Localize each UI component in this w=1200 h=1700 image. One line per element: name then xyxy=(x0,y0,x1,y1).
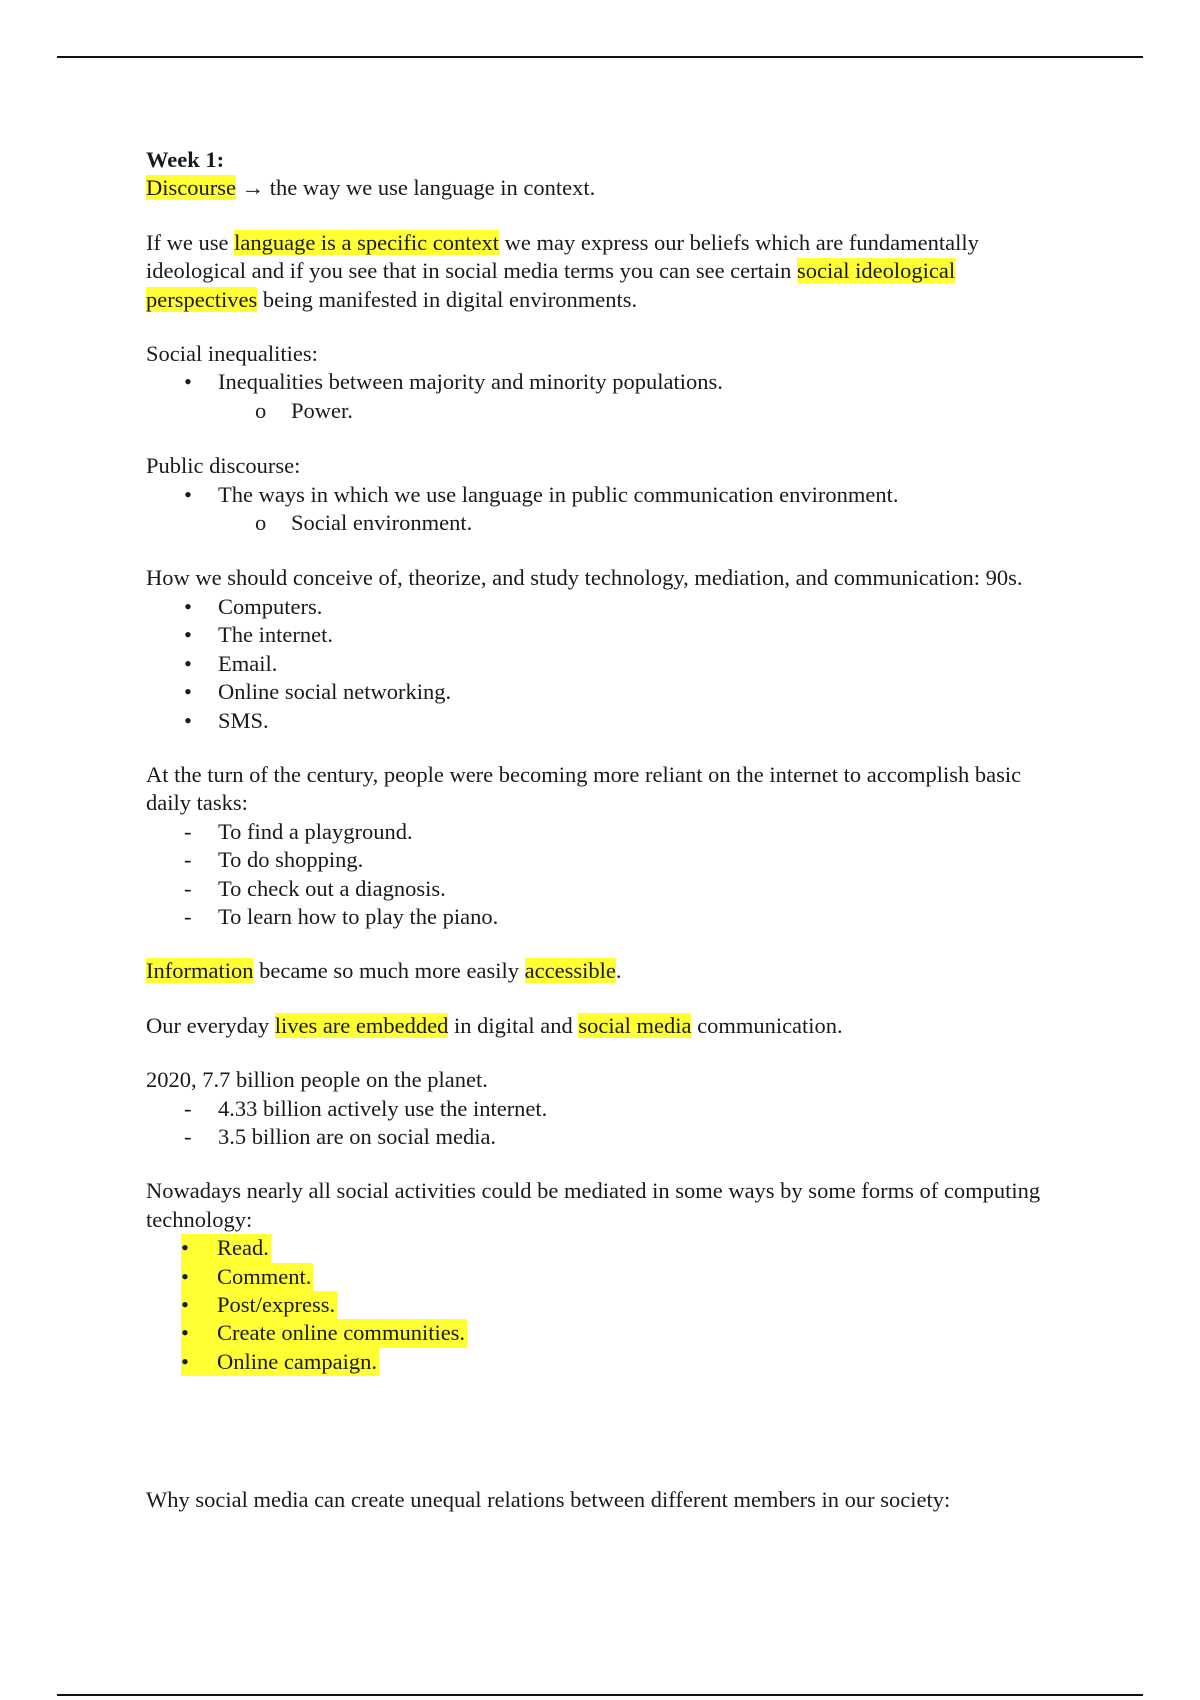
public-discourse-list xyxy=(146,481,1066,509)
text-span: being manifested in digital environments. xyxy=(257,286,638,312)
list-item xyxy=(146,1348,1066,1376)
sub-list-item-text: Social environment. xyxy=(291,510,473,536)
dash-icon: - xyxy=(184,1123,192,1149)
bullet-icon: • xyxy=(184,679,192,705)
technology-list xyxy=(146,593,1066,735)
text-span: in digital and xyxy=(448,1012,579,1038)
list-item xyxy=(146,621,1066,649)
highlighted-item xyxy=(181,1291,337,1319)
list-item-text: 3.5 billion are on social media. xyxy=(218,1123,497,1149)
bullet-icon: • xyxy=(184,593,192,619)
list-item xyxy=(146,903,1066,931)
turn-of-century-heading: At the turn of the century, people were becoming more reliant on the internet to accomplish basic daily tasks: xyxy=(146,761,1022,816)
list-item-text: Online social networking. xyxy=(218,679,452,705)
highlighted-item xyxy=(181,1348,379,1376)
social-inequalities-sublist xyxy=(146,397,1066,425)
list-item xyxy=(146,846,1066,874)
list-item xyxy=(146,1234,1066,1262)
sub-list-item xyxy=(146,509,1066,537)
list-item-text: To learn how to play the piano. xyxy=(218,903,499,929)
list-item xyxy=(146,650,1066,678)
sub-list-item-text: Power. xyxy=(291,397,353,423)
circle-bullet-icon: o xyxy=(255,397,267,423)
highlight-lives-embedded: lives are embedded xyxy=(274,1012,449,1038)
list-item xyxy=(146,818,1066,846)
highlighted-item xyxy=(181,1234,271,1262)
arrow-icon: → xyxy=(241,175,265,201)
list-item-text: Post/express. xyxy=(217,1292,336,1317)
list-item-text: Create online communities. xyxy=(217,1320,466,1346)
discourse-text: the way we use language in context. xyxy=(264,175,596,201)
highlighted-item xyxy=(181,1263,313,1291)
text-span: . xyxy=(615,958,622,984)
list-item xyxy=(146,1291,1066,1319)
highlight-language: language is a specific context xyxy=(234,229,499,255)
bullet-icon: • xyxy=(181,1320,189,1346)
public-discourse-sublist xyxy=(146,509,1066,537)
list-item-text: To find a playground. xyxy=(218,818,413,844)
highlight-perspectives: social ideological perspectives xyxy=(146,258,956,312)
list-item-text: Online campaign. xyxy=(217,1348,377,1374)
list-item xyxy=(146,593,1066,621)
language-paragraph xyxy=(146,229,1066,314)
activities-heading: Nowadays nearly all social activities could be mediated in some ways by some forms of computing technology: xyxy=(146,1178,1041,1232)
highlight-information: Information xyxy=(146,958,254,984)
discourse-definition xyxy=(146,174,1066,202)
bullet-icon: • xyxy=(184,369,192,395)
list-item xyxy=(146,1123,1066,1151)
dash-icon: - xyxy=(184,847,192,873)
bullet-icon: • xyxy=(184,481,192,507)
bullet-icon: • xyxy=(184,707,192,733)
bullet-icon: • xyxy=(181,1235,189,1261)
header-rule xyxy=(57,56,1143,58)
highlighted-item xyxy=(181,1319,467,1347)
everyday-paragraph xyxy=(146,1012,1066,1040)
list-item-text: Comment. xyxy=(217,1263,312,1289)
document-body xyxy=(146,146,1066,1515)
stats-list xyxy=(146,1095,1066,1152)
bullet-icon: • xyxy=(181,1263,189,1289)
daily-tasks-list xyxy=(146,818,1066,932)
highlight-discourse: Discourse xyxy=(146,175,236,201)
bullet-icon: • xyxy=(184,650,192,676)
highlight-social-media: social media xyxy=(578,1012,692,1038)
list-item-text: The internet. xyxy=(218,622,333,648)
social-inequalities-heading: Social inequalities: xyxy=(146,341,318,367)
week-heading: Week 1: xyxy=(146,147,225,172)
social-inequalities-list xyxy=(146,368,1066,396)
list-item-text: To check out a diagnosis. xyxy=(218,875,446,901)
bullet-icon: • xyxy=(181,1348,189,1374)
list-item-text: Read. xyxy=(217,1235,269,1261)
stats-heading: 2020, 7.7 billion people on the planet. xyxy=(146,1067,488,1093)
public-discourse-heading: Public discourse: xyxy=(146,453,301,479)
closing-question: Why social media can create unequal relations between different members in our society: xyxy=(146,1487,951,1513)
list-item-text: Computers. xyxy=(218,593,323,619)
list-item-text: The ways in which we use language in public communication environment. xyxy=(218,481,899,507)
text-span: If we use xyxy=(146,229,235,255)
list-item xyxy=(146,481,1066,509)
dash-icon: - xyxy=(184,903,192,929)
dash-icon: - xyxy=(184,1095,192,1121)
list-item-text: 4.33 billion actively use the internet. xyxy=(218,1095,548,1121)
activities-list xyxy=(146,1234,1066,1376)
bullet-icon: • xyxy=(181,1292,189,1317)
information-paragraph xyxy=(146,957,1066,985)
list-item xyxy=(146,707,1066,735)
text-span: became so much more easily xyxy=(253,958,525,984)
bullet-icon: • xyxy=(184,622,192,648)
list-item xyxy=(146,1319,1066,1347)
list-item-text: Email. xyxy=(218,650,278,676)
text-span: communication. xyxy=(691,1012,843,1038)
list-item xyxy=(146,875,1066,903)
list-item-text: Inequalities between majority and minority populations. xyxy=(218,369,723,395)
sub-list-item xyxy=(146,397,1066,425)
list-item-text: SMS. xyxy=(218,707,269,733)
list-item xyxy=(146,678,1066,706)
technology-heading: How we should conceive of, theorize, and study technology, mediation, and communication: 90s. xyxy=(146,565,1023,591)
footer-rule xyxy=(57,1694,1143,1696)
dash-icon: - xyxy=(184,875,192,901)
list-item xyxy=(146,1095,1066,1123)
highlight-accessible: accessible xyxy=(524,958,616,984)
text-span: we may express our beliefs which are fundamentally ideological and if you see that in social media terms you can see certain xyxy=(146,229,979,284)
text-span: Our everyday xyxy=(146,1012,275,1038)
list-item xyxy=(146,1263,1066,1291)
circle-bullet-icon: o xyxy=(255,510,267,536)
dash-icon: - xyxy=(184,818,192,844)
list-item xyxy=(146,368,1066,396)
list-item-text: To do shopping. xyxy=(218,847,364,873)
